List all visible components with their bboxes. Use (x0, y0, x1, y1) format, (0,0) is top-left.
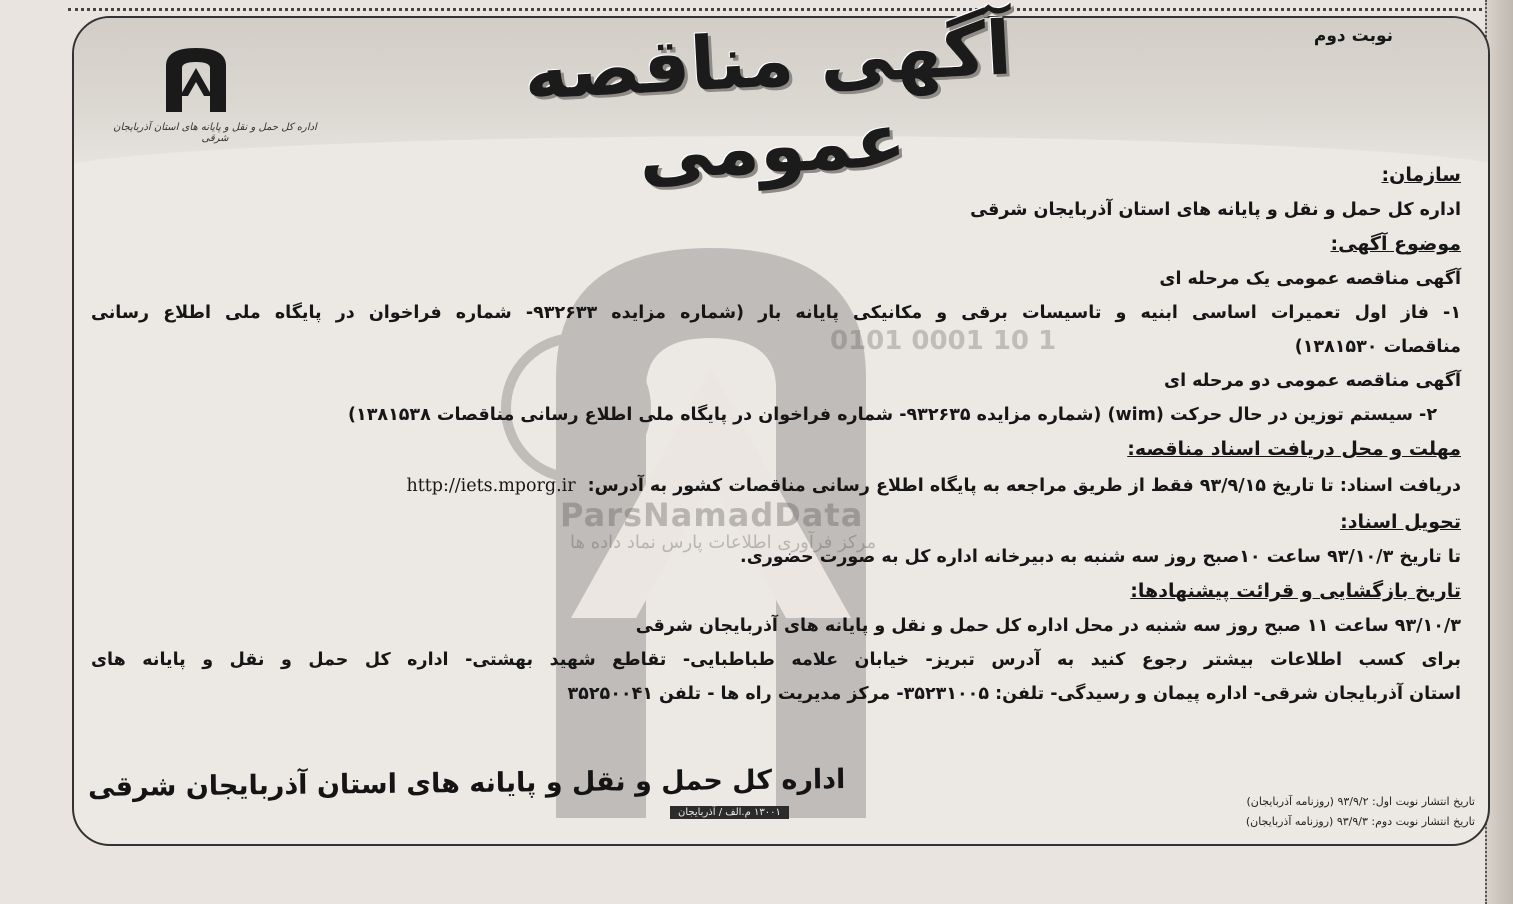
organization-heading: سازمان: (1381, 164, 1461, 186)
announcement-body (91, 158, 1461, 711)
receive-docs-text: دریافت اسناد: تا تاریخ ۹۳/۹/۱۵ فقط از طریق مراجعه به پایگاه اطلاع رسانی مناقصات کشور به آدرس: (587, 476, 1461, 496)
edition-label: نوبت دوم (1313, 26, 1393, 46)
footer-organization-signature: اداره کل حمل و نقل و پایانه های استان آذربایجان شرقی (87, 764, 846, 803)
item1-line2: مناقصات ۱۳۸۱۵۳۰) (1294, 337, 1461, 357)
item2: ۲- سیستم توزین در حال حرکت (wim) (شماره مزایده ۹۳۲۶۳۵- شماره فراخوان در پایگاه ملی اطلاع رسانی مناقصات ۱۳۸۱۵۳۸) (348, 405, 1437, 425)
two-stage-title: آگهی مناقصه عمومی دو مرحله ای (1164, 371, 1461, 391)
one-stage-title: آگهی مناقصه عمومی یک مرحله ای (1159, 269, 1461, 289)
ad-code-badge: ۱۳۰۰۱ م.الف / آذربایجان (670, 806, 789, 819)
info-line2: استان آذربایجان شرقی- اداره پیمان و رسیدگی- تلفن: ۳۵۲۳۱۰۰۵- مرکز مدیریت راه ها - تلفن ۳۵۲۵۰۰۴۱ (567, 684, 1461, 704)
publication-date-first: تاریخ انتشار نوبت اول: ۹۳/۹/۲ (روزنامه آذربایجان) (1246, 795, 1475, 808)
organization-value: اداره کل حمل و نقل و پایانه های استان آذربایجان شرقی (970, 200, 1461, 220)
organization-logo-icon (162, 46, 230, 114)
publication-date-second: تاریخ انتشار نوبت دوم: ۹۳/۹/۳ (روزنامه آذربایجان) (1245, 815, 1475, 828)
receive-docs-url: http://iets.mporg.ir (406, 476, 576, 496)
opening-text: ۹۳/۱۰/۳ ساعت ۱۱ صبح روز سه شنبه در محل اداره کل حمل و نقل و پایانه های آذربایجان شرقی (635, 616, 1461, 636)
watermark-brand: ParsNamadData (560, 496, 864, 534)
publication-dates (1246, 792, 1475, 832)
watermark-subtitle: مرکز فرآوری اطلاعات پارس نماد داده ها (570, 532, 877, 553)
page-title: آگهی مناقصه عمومی (521, 5, 1014, 197)
opening-heading: تاریخ بازگشایی و قرائت پیشنهادها: (1130, 580, 1461, 602)
logo-caption: اداره کل حمل و نقل و پایانه های استان آذربایجان شرقی (113, 122, 317, 144)
subject-heading: موضوع آگهی: (1330, 233, 1461, 255)
top-dotted-border (68, 8, 1488, 11)
delivery-heading: تحویل اسناد: (1340, 511, 1461, 533)
delivery-text: تا تاریخ ۹۳/۱۰/۳ ساعت ۱۰صبح روز سه شنبه به دبیرخانه اداره کل به صورت حضوری. (740, 547, 1461, 567)
info-line1: برای کسب اطلاعات بیشتر رجوع کنید به آدرس تبریز- خیابان علامه طباطبایی- تقاطع شهید بهشتی- اداره کل حمل و نقل و پایانه های (91, 650, 1461, 670)
item1-line1: ۱- فاز اول تعمیرات اساسی ابنیه و تاسیسات برقی و مکانیکی پایانه بار (شماره مزایده ۹۳۲۶۳۳- شماره فراخوان در پایگاه ملی اطلاع رسانی (91, 303, 1462, 323)
deadline-heading: مهلت و محل دریافت اسناد مناقصه: (1127, 438, 1461, 460)
watermark-digits: 0101 0001 10 1 (830, 326, 1057, 356)
